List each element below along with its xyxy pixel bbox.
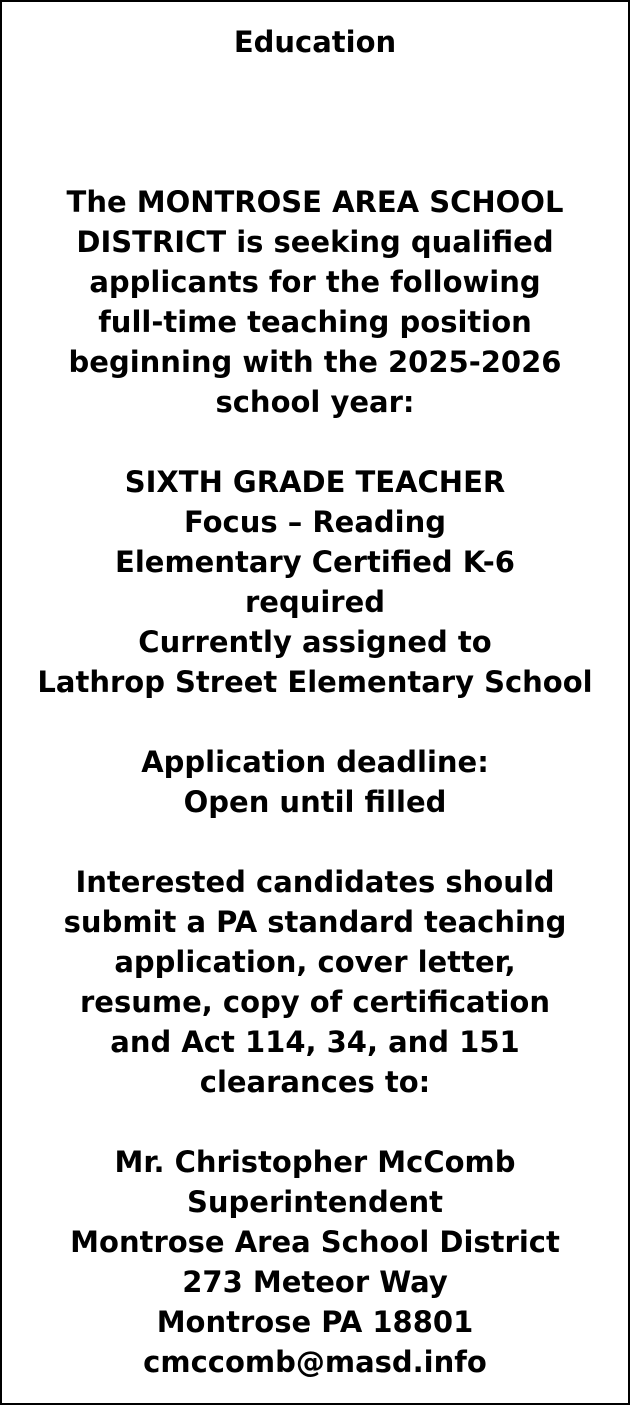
spacer (2, 822, 628, 862)
ad-body (2, 182, 628, 1382)
position-line: Lathrop Street Elementary School (37, 665, 593, 699)
section-heading: Education (233, 25, 397, 59)
instructions-paragraph (2, 862, 628, 1102)
contact-block (2, 1142, 628, 1382)
spacer (2, 422, 628, 462)
intro-line: DISTRICT is seeking qualified (76, 225, 554, 259)
intro-line: beginning with the 2025-2026 (68, 345, 562, 379)
intro-line: The MONTROSE AREA SCHOOL (66, 185, 564, 219)
instructions-line: submit a PA standard teaching (63, 905, 567, 939)
deadline-value: Open until filled (183, 785, 447, 819)
position-line: Elementary Certified K-6 (115, 545, 515, 579)
deadline-label: Application deadline: (141, 745, 489, 779)
spacer (2, 702, 628, 742)
position-line: Currently assigned to (138, 625, 492, 659)
spacer (2, 1102, 628, 1142)
instructions-line: clearances to: (199, 1065, 431, 1099)
instructions-line: resume, copy of certification (80, 985, 550, 1019)
intro-line: applicants for the following (89, 265, 541, 299)
intro-line: school year: (215, 385, 415, 419)
contact-city: Montrose PA 18801 (156, 1305, 474, 1339)
contact-email[interactable]: cmccomb@masd.info (143, 1345, 487, 1379)
contact-name: Mr. Christopher McComb (114, 1145, 516, 1179)
intro-paragraph (2, 182, 628, 422)
contact-organization: Montrose Area School District (70, 1225, 560, 1259)
position-title: SIXTH GRADE TEACHER (124, 465, 506, 499)
contact-title: Superintendent (187, 1185, 443, 1219)
instructions-line: and Act 114, 34, and 151 (110, 1025, 520, 1059)
position-block (2, 462, 628, 702)
position-line: Focus – Reading (183, 505, 447, 539)
deadline-block (2, 742, 628, 822)
contact-street: 273 Meteor Way (182, 1265, 448, 1299)
intro-line: full-time teaching position (98, 305, 532, 339)
instructions-line: application, cover letter, (114, 945, 516, 979)
position-line: required (244, 585, 386, 619)
instructions-line: Interested candidates should (75, 865, 555, 899)
